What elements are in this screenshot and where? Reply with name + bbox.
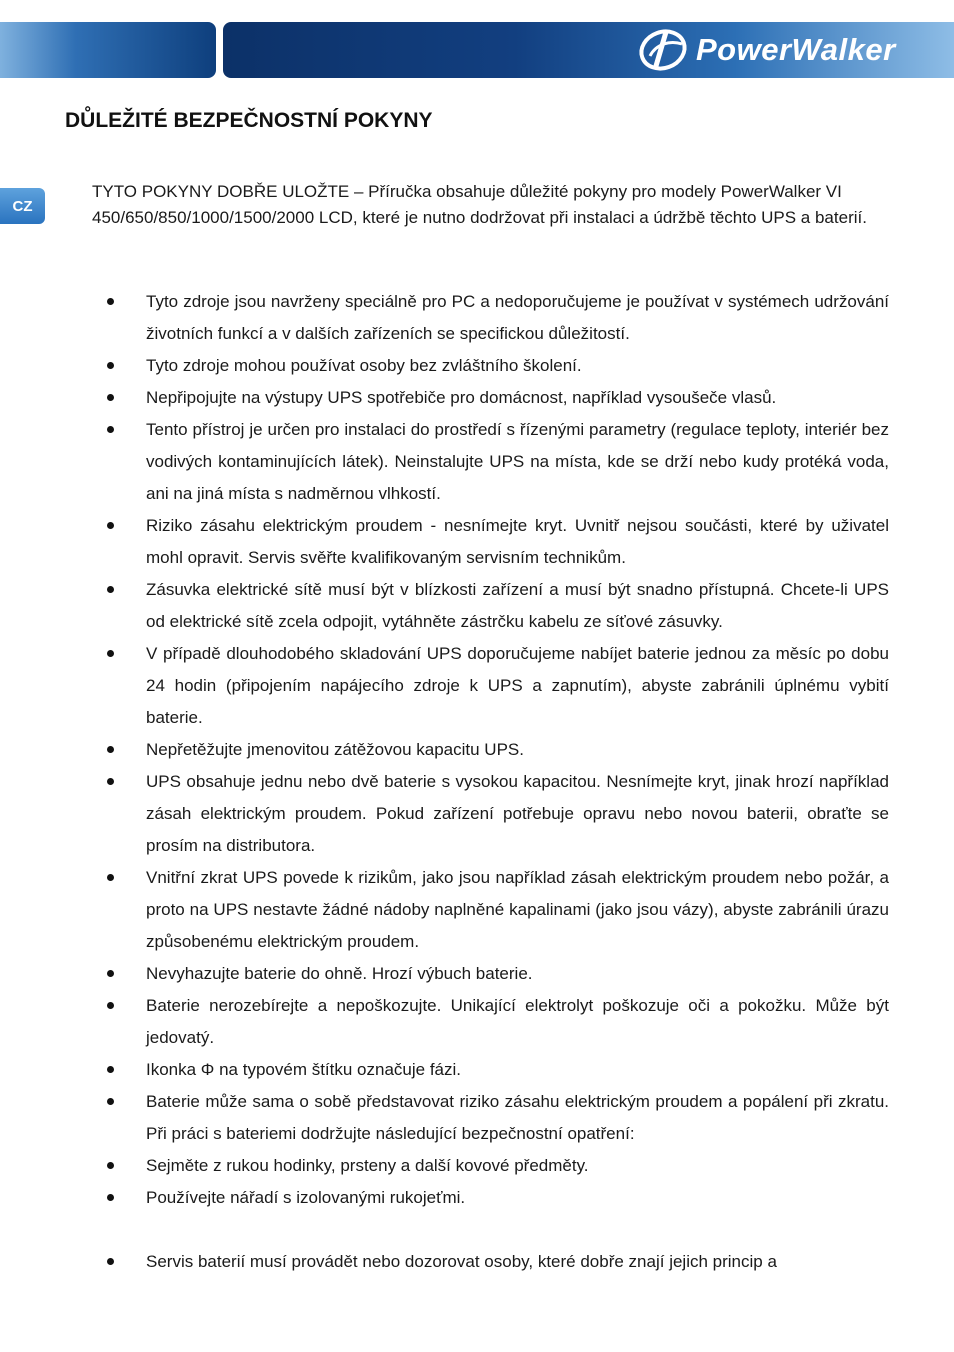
brand-logo bbox=[636, 26, 896, 74]
list-item: Riziko zásahu elektrickým proudem - nesnímejte kryt. Uvnitř nejsou součásti, které by uživatel mohl opravit. Servis svěřte kvalifikovaným servisním technikům. bbox=[146, 510, 889, 574]
safety-instructions-list bbox=[0, 286, 954, 1278]
intro-paragraph: TYTO POKYNY DOBŘE ULOŽTE – Příručka obsahuje důležité pokyny pro modely PowerWalker VI 450/650/850/1000/1500/2000 LCD, které je nutno dodržovat při instalaci a údržbě těchto UPS a baterií. bbox=[92, 182, 867, 227]
list-item: Baterie nerozebírejte a nepoškozujte. Unikající elektrolyt poškozuje oči a pokožku. Může být jedovatý. bbox=[146, 990, 889, 1054]
list-item: Nepřetěžujte jmenovitou zátěžovou kapacitu UPS. bbox=[146, 734, 889, 766]
list-item: Tyto zdroje mohou používat osoby bez zvláštního školení. bbox=[146, 350, 889, 382]
page-header bbox=[0, 22, 954, 80]
page-title: DŮLEŽITÉ BEZPEČNOSTNÍ POKYNY bbox=[65, 109, 433, 132]
brand-name: PowerWalker bbox=[696, 32, 896, 67]
list-item: Vnitřní zkrat UPS povede k rizikům, jako jsou například zásah elektrickým proudem nebo požár, a proto na UPS nestavte žádné nádoby naplněné kapalinami (jako jsou vázy), abyste zabránili úrazu způsobenému elektrickým proudem. bbox=[146, 862, 889, 958]
list-item: Používejte nářadí s izolovanými rukojeťmi. bbox=[146, 1182, 889, 1214]
list-item: Baterie může sama o sobě představovat riziko zásahu elektrickým proudem a popálení při zkratu. Při práci s bateriemi dodržujte následující bezpečnostní opatření: bbox=[146, 1086, 889, 1150]
list-item: Servis baterií musí provádět nebo dozorovat osoby, které dobře znají jejich princip a bbox=[146, 1246, 889, 1278]
list-item: Nevyhazujte baterie do ohně. Hrozí výbuch baterie. bbox=[146, 958, 889, 990]
powerwalker-swoosh-icon bbox=[636, 26, 694, 74]
list-item: Tento přístroj je určen pro instalaci do prostředí s řízenými parametry (regulace teploty, interiér bez vodivých kontaminujících látek). Neinstalujte UPS na místa, kde se drží nebo kudy protéká voda, ani na jiná místa s nadměrnou vlhkostí. bbox=[146, 414, 889, 510]
list-item: Sejměte z rukou hodinky, prsteny a další kovové předměty. bbox=[146, 1150, 889, 1182]
list-item: Nepřipojujte na výstupy UPS spotřebiče pro domácnost, například vysoušeče vlasů. bbox=[146, 382, 889, 414]
list-item: UPS obsahuje jednu nebo dvě baterie s vysokou kapacitou. Nesnímejte kryt, jinak hrozí například zásah elektrickým proudem. Pokud zařízení potřebuje opravu nebo novou baterii, obraťte se prosím na distributora. bbox=[146, 766, 889, 862]
list-item: Ikonka Φ na typovém štítku označuje fázi. bbox=[146, 1054, 889, 1086]
list-item: Zásuvka elektrické sítě musí být v blízkosti zařízení a musí být snadno přístupná. Chcete-li UPS od elektrické sítě zcela odpojit, vytáhněte zástrčku kabelu ze síťové zásuvky. bbox=[146, 574, 889, 638]
language-tab: CZ bbox=[0, 188, 45, 224]
list-item: Tyto zdroje jsou navrženy speciálně pro PC a nedoporučujeme je používat v systémech udržování životních funkcí a v dalších zařízeních se specifickou důležitostí. bbox=[146, 286, 889, 350]
list-item: V případě dlouhodobého skladování UPS doporučujeme nabíjet baterie jednou za měsíc po dobu 24 hodin (připojením napájecího zdroje k UPS a zapnutím), abyste zabránili úplnému vybití baterie. bbox=[146, 638, 889, 734]
header-left-band bbox=[0, 22, 216, 78]
